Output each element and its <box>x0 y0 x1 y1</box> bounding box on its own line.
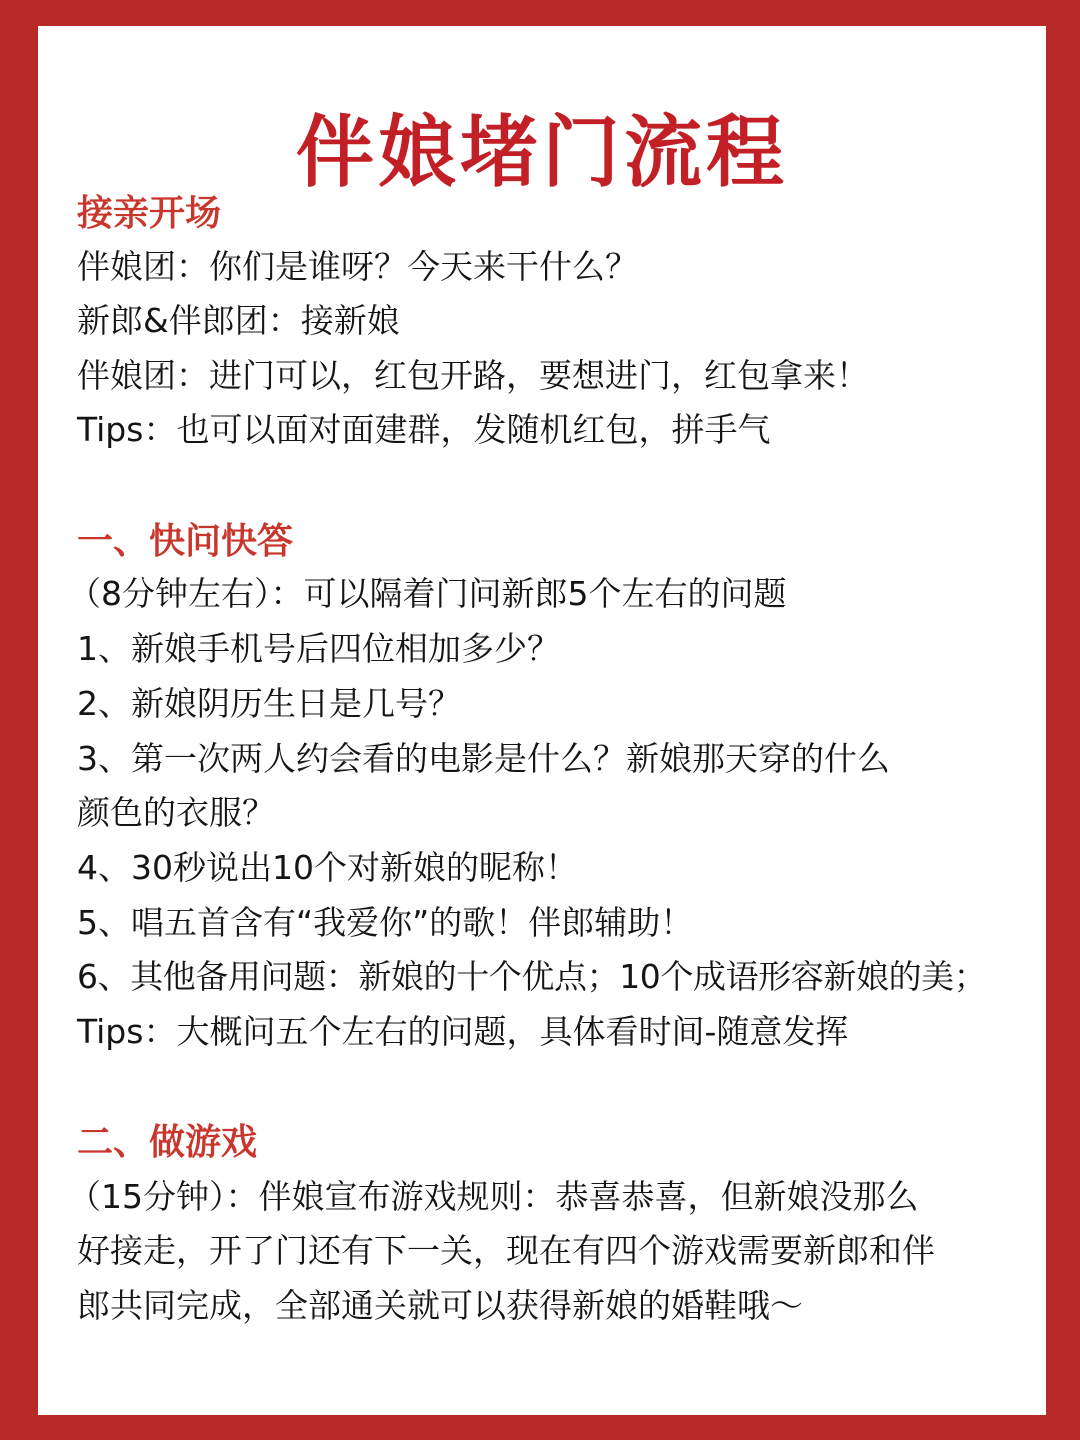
dialogue-line: 伴娘团：进门可以，红包开路，要想进门，红包拿来！ <box>77 356 869 395</box>
section-description: 郎共同完成，全部通关就可以获得新娘的婚鞋哦～ <box>77 1286 803 1325</box>
page-title: 伴娘堵门流程 <box>295 108 788 198</box>
list-item: 1、新娘手机号后四位相加多少？ <box>77 629 560 668</box>
list-item-continuation: 颜色的衣服？ <box>77 793 275 832</box>
content-card <box>38 26 1046 1415</box>
section-description: （8分钟左右）：可以隔着门问新郎5个左右的问题 <box>68 574 787 613</box>
section-description: （15分钟）：伴娘宣布游戏规则：恭喜恭喜，但新娘没那么 <box>68 1177 919 1216</box>
dialogue-line: 伴娘团：你们是谁呀？今天来干什么？ <box>77 247 638 286</box>
section-heading-quiz: 一、快问快答 <box>77 521 294 562</box>
tips-line: Tips：也可以面对面建群，发随机红包，拼手气 <box>77 410 771 449</box>
section-heading-opening: 接亲开场 <box>77 193 222 234</box>
dialogue-line: 新郎&伴郎团：接新娘 <box>77 301 400 340</box>
list-item: 5、唱五首含有“我爱你”的歌！伴郎辅助！ <box>77 903 694 942</box>
list-item: 3、第一次两人约会看的电影是什么？新娘那天穿的什么 <box>77 739 890 778</box>
list-item: 4、30秒说出10个对新娘的昵称！ <box>77 848 578 887</box>
section-heading-games: 二、做游戏 <box>77 1122 258 1163</box>
section-description: 好接走，开了门还有下一关，现在有四个游戏需要新郎和伴 <box>77 1231 935 1270</box>
list-item: 2、新娘阴历生日是几号？ <box>77 684 461 723</box>
list-item: 6、其他备用问题：新娘的十个优点；10个成语形容新娘的美； <box>77 957 987 996</box>
tips-line: Tips：大概问五个左右的问题，具体看时间-随意发挥 <box>77 1012 849 1051</box>
